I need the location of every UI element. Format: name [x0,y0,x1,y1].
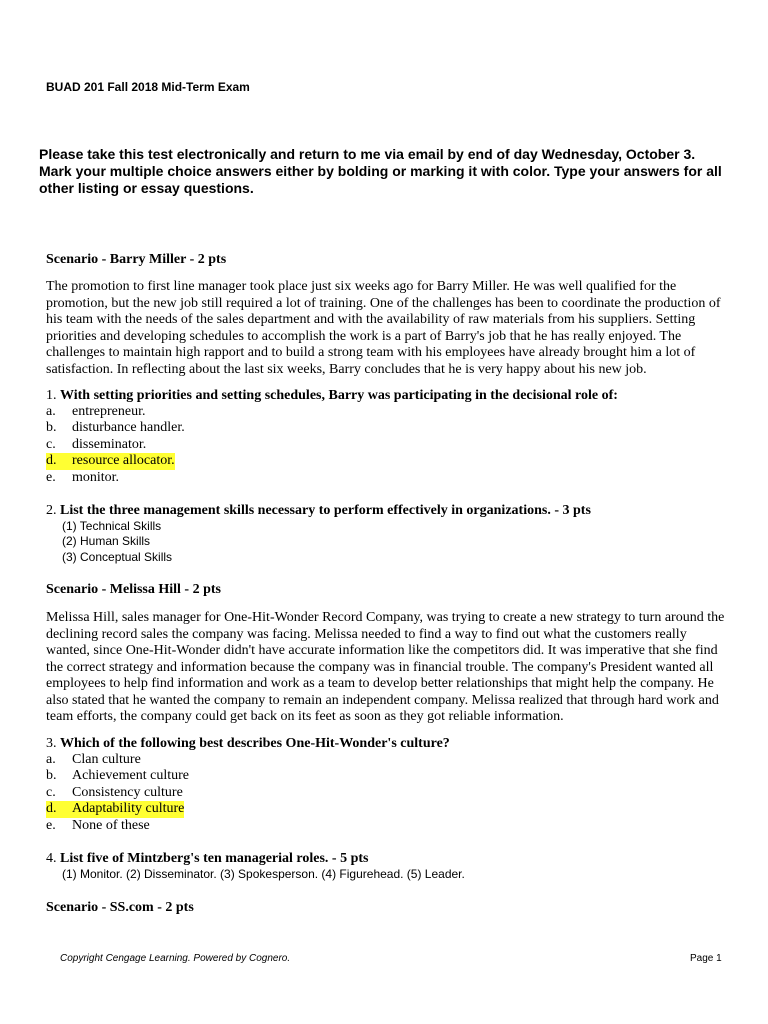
paragraph-line: team efforts, the company could get back on its feet as soon as they got reliable information. [46,709,564,724]
paragraph-line: the correct strategy and information because the company was in financial trouble. The company's President wanted all [46,659,714,675]
question-text: With setting priorities and setting schedules, Barry was participating in the decisional role of: [60,388,618,403]
option-b[interactable] [46,768,189,784]
option-text: resource allocator. [72,453,175,469]
option-text: None of these [72,817,150,833]
question-text: List the three management skills necessary to perform effectively in organizations. [60,503,551,518]
exam-instructions [39,146,729,197]
option-d-selected[interactable] [46,801,189,817]
question-1 [46,388,618,404]
paragraph-line: wanted, since One-Hit-Wonder didn't have accurate information like the competitors did. It was imperative that she find [46,643,718,658]
exam-title: BUAD 201 Fall 2018 Mid-Term Exam [46,80,250,94]
question-text: Which of the following best describes One-Hit-Wonder's culture? [60,736,450,751]
scenario-paragraph-barry-miller [46,279,721,378]
option-letter: b. [46,420,57,436]
question-number: 1. [46,388,57,403]
footer-page-number: Page 1 [690,953,722,964]
option-letter: a. [46,404,56,419]
question-number: 4. [46,851,57,866]
paragraph-line: challenges to maintain high rapport and to build a strong team with his employees have already brought him a lot of [46,345,696,360]
paragraph-line: promotion, but the new job still required a lot of training. One of the challenges has been to coordinate the production of [46,295,721,311]
footer-copyright: Copyright Cengage Learning. Powered by Cognero. [60,953,291,964]
paragraph-line: also stated that he wanted the company to remain an independent company. Melissa realized that through hard work and [46,692,719,708]
option-c[interactable] [46,437,185,453]
option-letter: c. [46,436,56,452]
option-text: Achievement culture [72,768,190,784]
scenario-title-ss-com: Scenario - SS.com - 2 pts [46,900,194,915]
option-e[interactable] [46,818,189,834]
question-2-answers[interactable] [46,519,172,565]
scenario-title-melissa-hill: Scenario - Melissa Hill - 2 pts [46,582,221,597]
paragraph-line: declining record sales the company was facing. Melissa needed to find a way to find out what the customers really [46,626,687,642]
question-number: 2. [46,503,57,518]
option-text: Adaptability culture [72,801,185,817]
option-letter: b. [46,768,57,784]
paragraph-line: Melissa Hill, sales manager for One-Hit-Wonder Record Company, was trying to create a new strategy to turn around the [46,610,725,625]
paragraph-line: priorities and developing schedules to accomplish the work is a part of Barry's job that he has really enjoyed. The [46,328,682,344]
option-d-selected[interactable] [46,453,185,469]
option-text: disseminator. [72,436,147,452]
question-3 [46,736,450,752]
option-letter: d. [46,453,72,469]
question-text: List five of Mintzberg's ten managerial roles. [60,851,329,866]
option-text: monitor. [72,469,120,485]
option-e[interactable] [46,470,185,486]
paragraph-line: The promotion to first line manager took place just six weeks ago for Barry Miller. He was well qualified for the [46,279,677,294]
answer-line: (3) Conceptual Skills [62,549,173,564]
question-1-options [46,404,185,486]
instruction-line: Mark your multiple choice answers either by bolding or marking it with color. Type your answers for all [39,163,722,179]
option-letter: e. [46,469,56,485]
option-letter: c. [46,784,56,800]
option-c[interactable] [46,785,189,801]
option-a[interactable] [46,752,189,768]
option-text: disturbance handler. [72,420,185,436]
option-a[interactable] [46,404,185,420]
option-letter: d. [46,801,72,817]
option-letter: a. [46,752,56,767]
instruction-line: Please take this test electronically and return to me via email by end of day Wednesday, October 3. [39,146,696,162]
answer-line: (1) Monitor. (2) Disseminator. (3) Spokesperson. (4) Figurehead. (5) Leader. [62,867,465,881]
question-number: 3. [46,736,57,751]
question-3-options [46,752,189,834]
option-text: entrepreneur. [72,404,146,419]
paragraph-line: his team with the needs of the sales department and with the availability of raw materials from his suppliers. Setting [46,312,696,327]
question-2 [46,503,591,519]
instruction-line: other listing or essay questions. [39,180,254,196]
question-points: - 3 pts [550,503,591,518]
question-4-answer[interactable] [46,867,465,882]
scenario-title-barry-miller: Scenario - Barry Miller - 2 pts [46,252,227,267]
option-letter: e. [46,817,56,833]
question-points: - 5 pts [328,851,369,866]
answer-line: (2) Human Skills [62,534,151,549]
paragraph-line: employees to help find information and work as a team to develop better relationships that might help the company. He [46,676,714,691]
option-text: Consistency culture [72,784,183,800]
answer-line: (1) Technical Skills [62,519,162,533]
question-4 [46,851,368,867]
paragraph-line: satisfaction. In reflecting about the last six weeks, Barry concludes that he is very happy about his new job. [46,361,647,377]
option-b[interactable] [46,420,185,436]
scenario-paragraph-melissa-hill [46,610,724,726]
option-text: Clan culture [72,752,141,767]
